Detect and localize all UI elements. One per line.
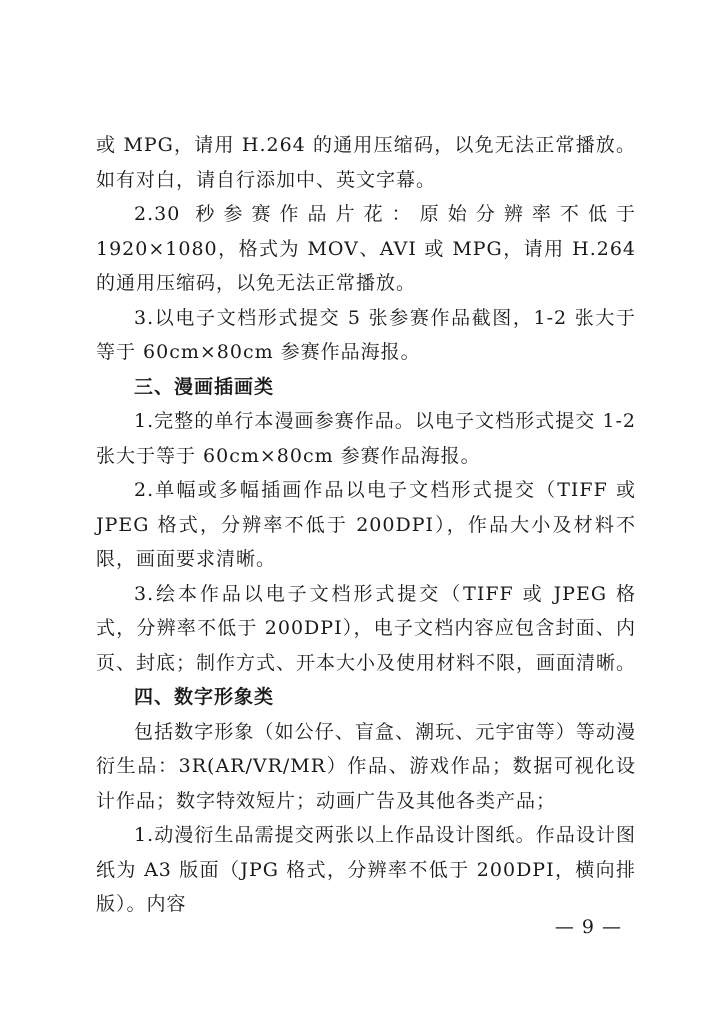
page-number: — 9 — <box>554 916 622 938</box>
section-heading-comics-illustration: 三、漫画插画类 <box>134 375 275 398</box>
paragraph-screenshots-posters: 3.以电子文档形式提交 5 张参赛作品截图，1-2 张大于等于 60cm×80cm 参赛作品海报。 <box>96 306 636 363</box>
paragraph-video-format-continued: 或 MPG，请用 H.264 的通用压缩码，以免无法正常播放。如有对白，请自行添加中、英文字幕。 <box>96 134 636 191</box>
paragraph-picture-book: 3.绘本作品以电子文档形式提交（TIFF 或 JPEG 格式，分辨率不低于 200DPI），电子文档内容应包含封面、内页、封底；制作方式、开本大小及使用材料不限，画面清晰。 <box>96 582 637 674</box>
document-body <box>96 128 636 922</box>
paragraph-comic-book: 1.完整的单行本漫画参赛作品。以电子文档形式提交 1-2 张大于等于 60cm×80cm 参赛作品海报。 <box>96 410 636 467</box>
paragraph-trailer-requirements: 2.30 秒参赛作品片花：原始分辨率不低于 1920×1080，格式为 MOV、AVI 或 MPG，请用 H.264 的通用压缩码，以免无法正常播放。 <box>96 203 636 294</box>
paragraph-derivative-drawings: 1.动漫衍生品需提交两张以上作品设计图纸。作品设计图纸为 A3 版面（JPG 格式，分辨率不低于 200DPI，横向排版）。内容 <box>96 824 636 915</box>
section-heading-digital-image: 四、数字形象类 <box>134 686 275 708</box>
paragraph-illustration: 2.单幅或多幅插画作品以电子文档形式提交（TIFF 或 JPEG 格式，分辨率不低于 200DPI），作品大小及材料不限，画面要求清晰。 <box>96 479 636 570</box>
paragraph-digital-image-scope: 包括数字形象（如公仔、盲盒、潮玩、元宇宙等）等动漫衍生品：3R(AR/VR/MR）作品、游戏作品；数据可视化设计作品；数字特效短片；动画广告及其他各类产品； <box>96 720 636 812</box>
